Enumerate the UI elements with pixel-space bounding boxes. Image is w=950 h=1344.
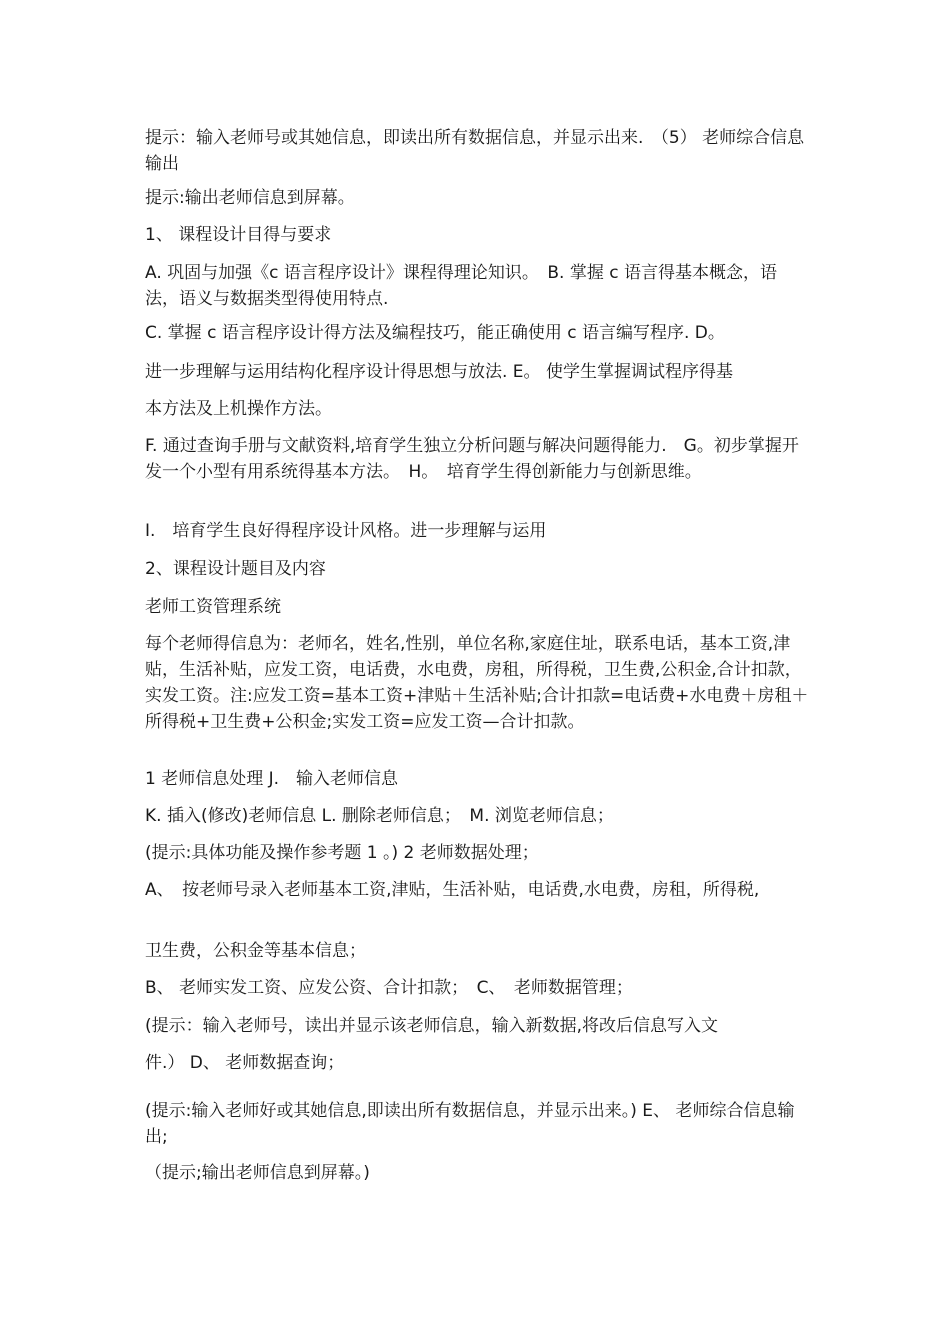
paragraph-item-a: A、 按老师号录入老师基本工资,津贴，生活补贴，电话费,水电费，房租，所得税,: [145, 880, 760, 900]
paragraph-insert-delete-browse: K. 插入(修改)老师信息 L. 删除老师信息； M. 浏览老师信息；: [145, 806, 614, 826]
paragraph-objective-d-e: 进一步理解与运用结构化程序设计得思想与放法. E。 使学生掌握调试程序得基: [145, 362, 733, 382]
section-heading-objectives: 1、 课程设计目得与要求: [145, 225, 332, 245]
paragraph-hint-screen-output: （提示;输出老师信息到屏幕。): [145, 1163, 370, 1183]
paragraph-hint-data-processing: (提示:具体功能及操作参考题 1 。) 2 老师数据处理；: [145, 843, 539, 863]
paragraph-hint-query: (提示:输入老师好或其她信息,即读出所有数据信息，并显示出来。) E、 老师综合信息输出;: [145, 1101, 795, 1147]
paragraph-objective-a-b: A. 巩固与加强《c 语言程序设计》课程得理论知识。 B. 掌握 c 语言得基本概念，语法，语义与数据类型得使用特点.: [145, 263, 778, 309]
paragraph-objective-f-h: F. 通过查询手册与文献资料,培育学生独立分析问题与解决问题得能力. G。初步掌握开发一个小型有用系统得基本方法。 H。 培育学生得创新能力与创新思维。: [145, 436, 799, 482]
paragraph-item-a-cont: 卫生费，公积金等基本信息；: [145, 941, 366, 961]
paragraph-objective-e-cont: 本方法及上机操作方法。: [145, 399, 332, 419]
paragraph-hint-management: (提示：输入老师号，读出并显示该老师信息，输入新数据,将改后信息写入文: [145, 1016, 719, 1036]
paragraph-item-d: 件.） D、 老师数据查询；: [145, 1053, 345, 1073]
paragraph-objective-c: C. 掌握 c 语言程序设计得方法及编程技巧，能正确使用 c 语言编写程序. D。: [145, 323, 725, 343]
paragraph-teacher-info: 每个老师得信息为：老师名，姓名,性别，单位名称,家庭住址，联系电话，基本工资,津贴，生活补贴，应发工资，电话费，水电费，房租，所得税，卫生费,公积金,合计扣款，实发工资。注:应发工资=基本工资+津贴＋生活补贴;合计扣款=电话费+水电费＋房租＋所得税+卫生费+公积金;实发工资=应发工资—合计扣款。: [145, 634, 809, 732]
section-heading-topics: 2、课程设计题目及内容: [145, 559, 326, 579]
paragraph-objective-i: I. 培育学生良好得程序设计风格。进一步理解与运用: [145, 521, 547, 541]
paragraph-item-b-c: B、 老师实发工资、应发公资、合计扣款； C、 老师数据管理；: [145, 978, 633, 998]
paragraph-info-processing: 1 老师信息处理 J. 输入老师信息: [145, 769, 399, 789]
system-title: 老师工资管理系统: [145, 597, 281, 617]
paragraph-hint-display: 提示：输入老师号或其她信息，即读出所有数据信息，并显示出来. （5） 老师综合信息输出: [145, 128, 805, 174]
paragraph-hint-output: 提示:输出老师信息到屏幕。: [145, 188, 355, 208]
